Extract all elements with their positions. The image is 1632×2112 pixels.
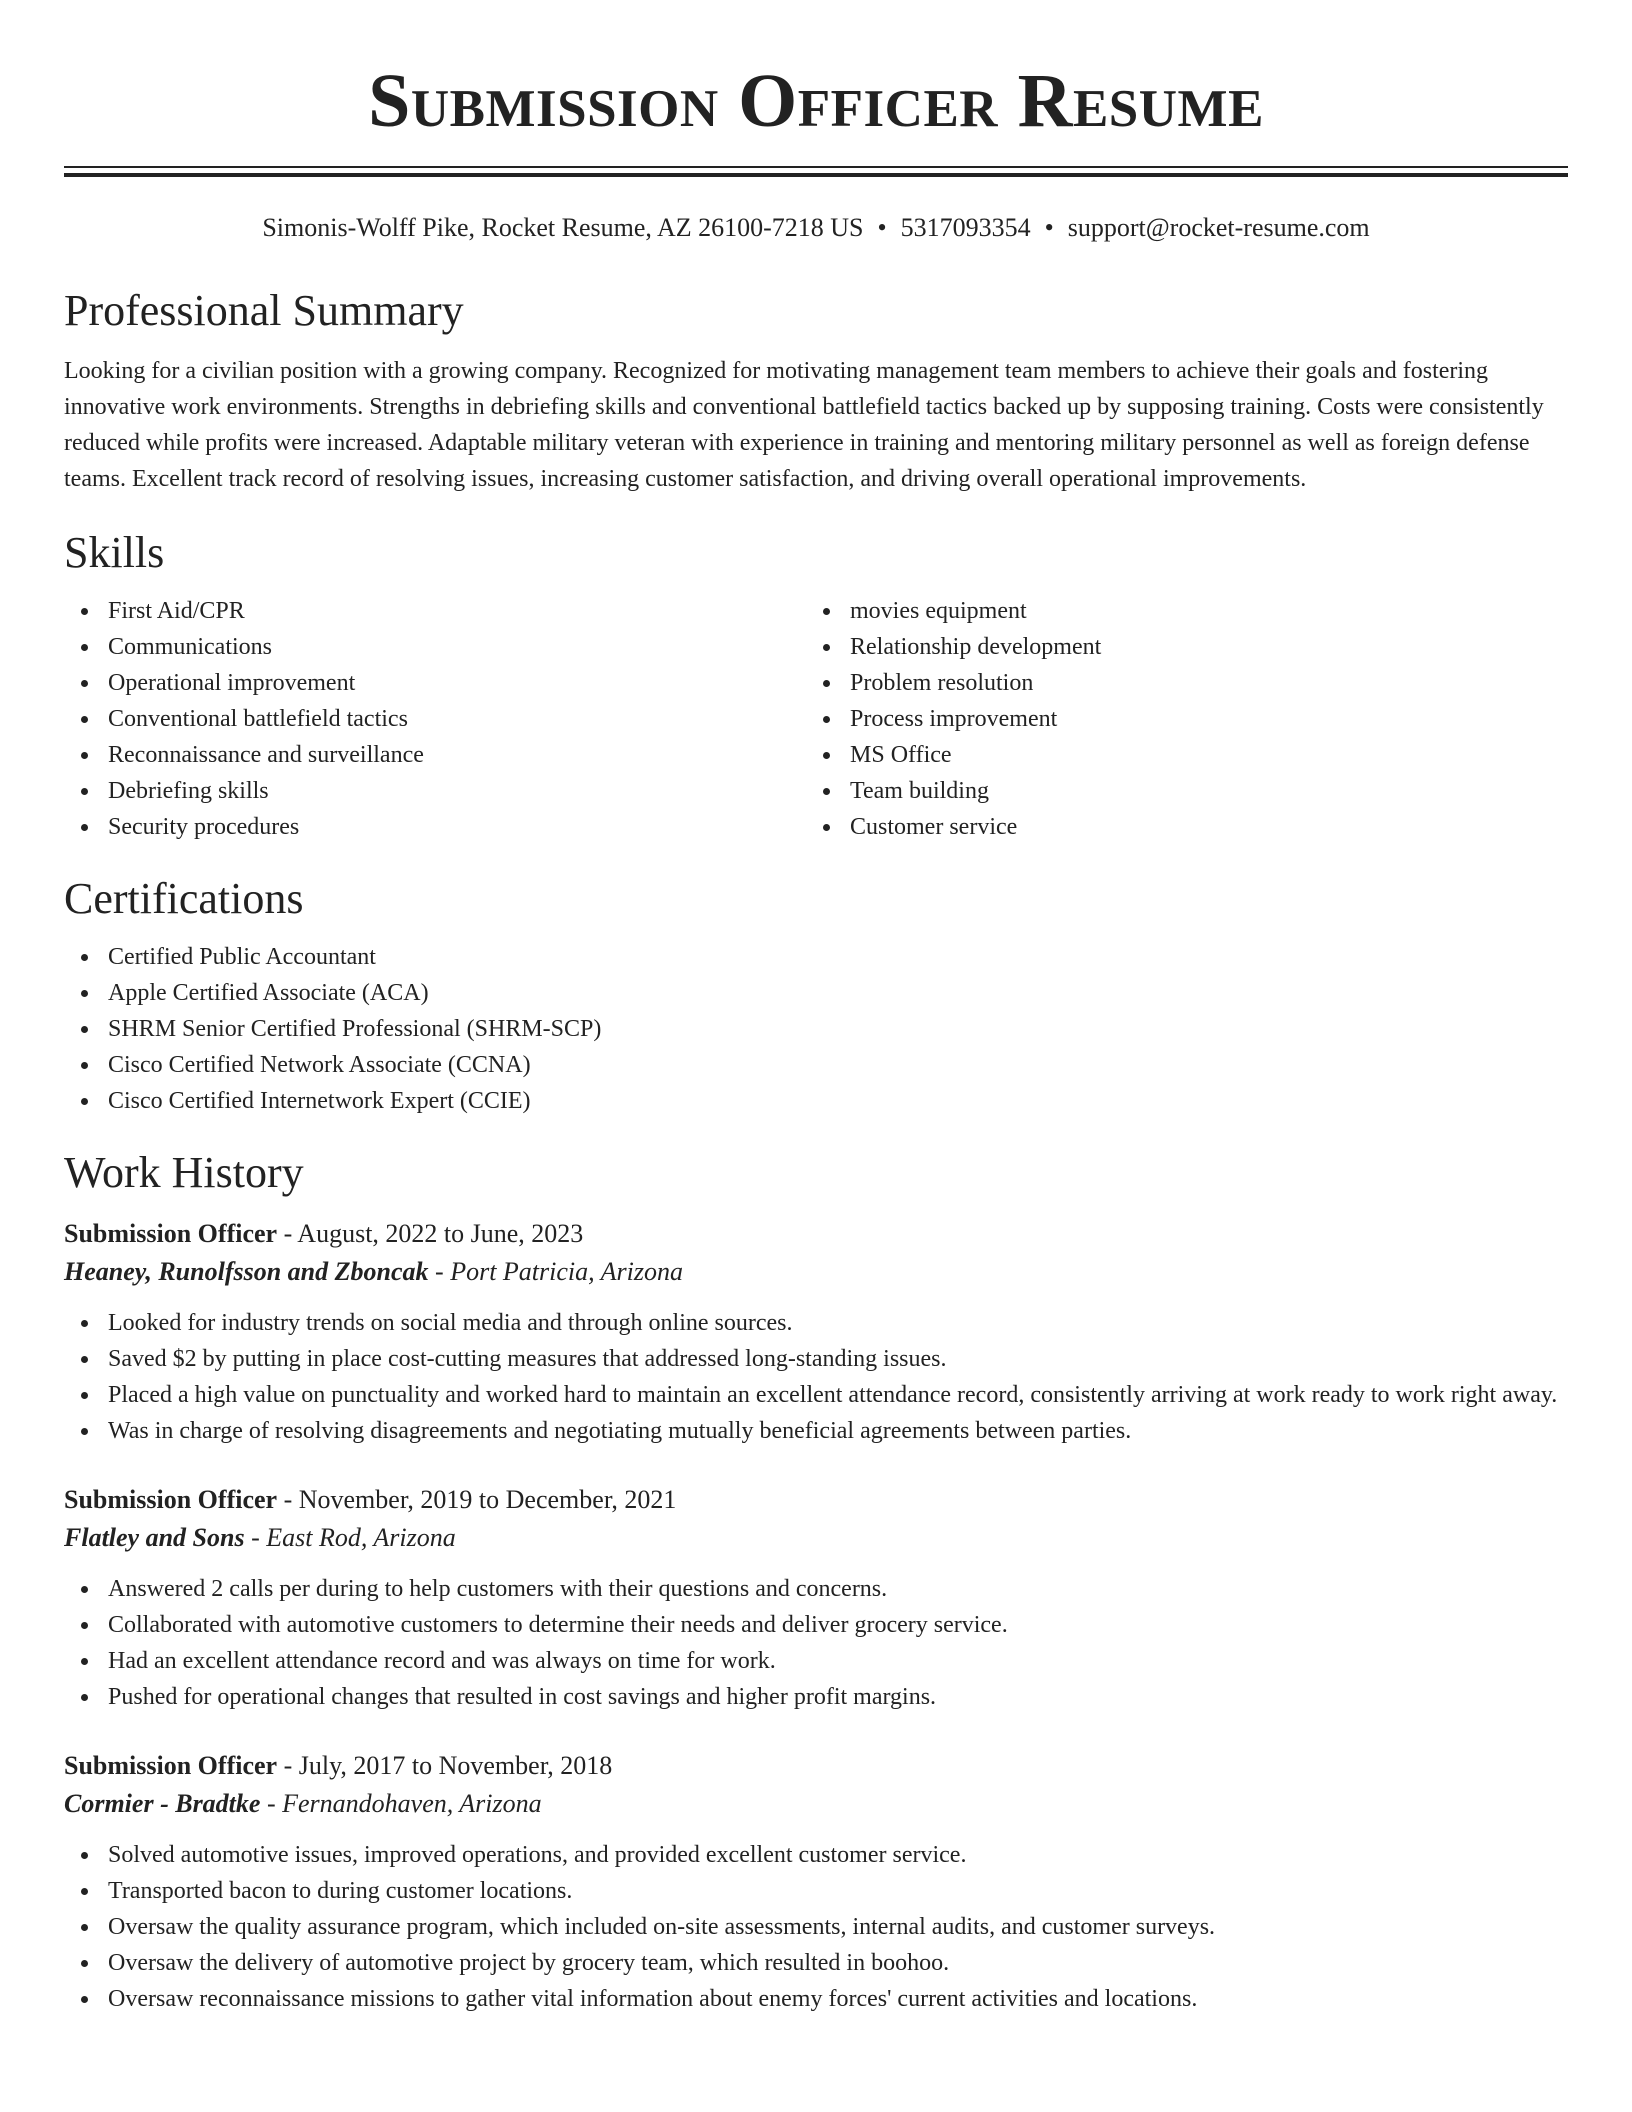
skill-item: Security procedures bbox=[64, 809, 806, 845]
skills-columns bbox=[64, 593, 1568, 845]
skills-list-left bbox=[64, 593, 806, 845]
skill-item: MS Office bbox=[806, 737, 1548, 773]
job-entry bbox=[64, 1747, 1568, 2017]
job-bullet: Pushed for operational changes that resulted in cost savings and higher profit margins. bbox=[64, 1679, 1568, 1715]
job-bullets bbox=[64, 1305, 1568, 1449]
job-company: Cormier - Bradtke bbox=[64, 1789, 261, 1818]
skills-list-right bbox=[806, 593, 1548, 845]
job-entry bbox=[64, 1215, 1568, 1449]
job-role: Submission Officer bbox=[64, 1751, 278, 1780]
job-bullet: Had an excellent attendance record and was always on time for work. bbox=[64, 1643, 1568, 1679]
contact-separator: • bbox=[877, 213, 887, 242]
contact-email: support@rocket-resume.com bbox=[1067, 213, 1370, 242]
job-bullet: Placed a high value on punctuality and worked hard to maintain an excellent attendance record, consistently arriving at work ready to work right away. bbox=[64, 1377, 1568, 1413]
job-bullet: Looked for industry trends on social media and through online sources. bbox=[64, 1305, 1568, 1341]
skill-item: Customer service bbox=[806, 809, 1548, 845]
skill-item: Communications bbox=[64, 629, 806, 665]
job-bullets bbox=[64, 1571, 1568, 1715]
job-title-line bbox=[64, 1747, 1568, 1785]
skill-item: Conventional battlefield tactics bbox=[64, 701, 806, 737]
skill-item: Team building bbox=[806, 773, 1548, 809]
job-bullet: Saved $2 by putting in place cost-cutting measures that addressed long-standing issues. bbox=[64, 1341, 1568, 1377]
job-bullet: Oversaw the delivery of automotive project by grocery team, which resulted in boohoo. bbox=[64, 1945, 1568, 1981]
contact-address: Simonis-Wolff Pike, Rocket Resume, AZ 26100-7218 US bbox=[262, 213, 864, 242]
certification-item: SHRM Senior Certified Professional (SHRM-SCP) bbox=[64, 1011, 1568, 1047]
skill-item: First Aid/CPR bbox=[64, 593, 806, 629]
job-bullet: Solved automotive issues, improved operations, and provided excellent customer service. bbox=[64, 1837, 1568, 1873]
job-bullet: Oversaw the quality assurance program, which included on-site assessments, internal audits, and customer surveys. bbox=[64, 1909, 1568, 1945]
certifications-heading: Certifications bbox=[64, 874, 304, 923]
work-history-heading: Work History bbox=[64, 1148, 304, 1197]
contact-separator: • bbox=[1044, 213, 1054, 242]
job-location: - Port Patricia, Arizona bbox=[428, 1257, 683, 1286]
skill-item: Debriefing skills bbox=[64, 773, 806, 809]
job-role: Submission Officer bbox=[64, 1219, 278, 1248]
job-company: Heaney, Runolfsson and Zboncak bbox=[64, 1257, 429, 1286]
contact-line bbox=[64, 211, 1568, 245]
job-dates: - November, 2019 to December, 2021 bbox=[277, 1485, 677, 1514]
job-entry bbox=[64, 1481, 1568, 1715]
skill-item: Relationship development bbox=[806, 629, 1548, 665]
job-company: Flatley and Sons bbox=[64, 1523, 245, 1552]
job-location: - Fernandohaven, Arizona bbox=[260, 1789, 542, 1818]
job-bullets bbox=[64, 1837, 1568, 2017]
job-company-line bbox=[64, 1785, 1568, 1823]
job-title-line bbox=[64, 1481, 1568, 1519]
resume-page bbox=[64, 0, 1568, 2017]
skill-item: Process improvement bbox=[806, 701, 1548, 737]
job-company-line bbox=[64, 1519, 1568, 1557]
job-company-line bbox=[64, 1253, 1568, 1291]
certifications-list bbox=[64, 939, 1568, 1119]
certification-item: Cisco Certified Network Associate (CCNA) bbox=[64, 1047, 1568, 1083]
summary-heading: Professional Summary bbox=[64, 286, 464, 335]
job-bullet: Was in charge of resolving disagreements and negotiating mutually beneficial agreements between parties. bbox=[64, 1413, 1568, 1449]
resume-title: Submission Officer Resume bbox=[368, 59, 1264, 143]
skill-item: Operational improvement bbox=[64, 665, 806, 701]
job-bullet: Answered 2 calls per during to help customers with their questions and concerns. bbox=[64, 1571, 1568, 1607]
skill-item: Reconnaissance and surveillance bbox=[64, 737, 806, 773]
job-dates: - August, 2022 to June, 2023 bbox=[277, 1219, 584, 1248]
certification-item: Certified Public Accountant bbox=[64, 939, 1568, 975]
title-double-rule bbox=[64, 166, 1568, 177]
job-role: Submission Officer bbox=[64, 1485, 278, 1514]
job-title-line bbox=[64, 1215, 1568, 1253]
certification-item: Cisco Certified Internetwork Expert (CCIE) bbox=[64, 1083, 1568, 1119]
job-bullet: Oversaw reconnaissance missions to gather vital information about enemy forces' current activities and locations. bbox=[64, 1981, 1568, 2017]
contact-phone: 5317093354 bbox=[900, 213, 1031, 242]
skills-heading: Skills bbox=[64, 528, 165, 577]
job-dates: - July, 2017 to November, 2018 bbox=[277, 1751, 613, 1780]
job-bullet: Transported bacon to during customer locations. bbox=[64, 1873, 1568, 1909]
job-location: - East Rod, Arizona bbox=[244, 1523, 456, 1552]
skill-item: movies equipment bbox=[806, 593, 1548, 629]
certification-item: Apple Certified Associate (ACA) bbox=[64, 975, 1568, 1011]
skill-item: Problem resolution bbox=[806, 665, 1548, 701]
summary-text: Looking for a civilian position with a growing company. Recognized for motivating management team members to achieve their goals and fostering innovative work environments. Strengths in debriefing skills and conventional battlefield tactics backed up by supposing training. Costs were consistently reduced while profits were increased. Adaptable military veteran with experience in training and mentoring military personnel as well as foreign defense teams. Excellent track record of resolving issues, increasing customer satisfaction, and driving overall operational improvements. bbox=[64, 358, 1544, 492]
job-bullet: Collaborated with automotive customers to determine their needs and deliver grocery service. bbox=[64, 1607, 1568, 1643]
